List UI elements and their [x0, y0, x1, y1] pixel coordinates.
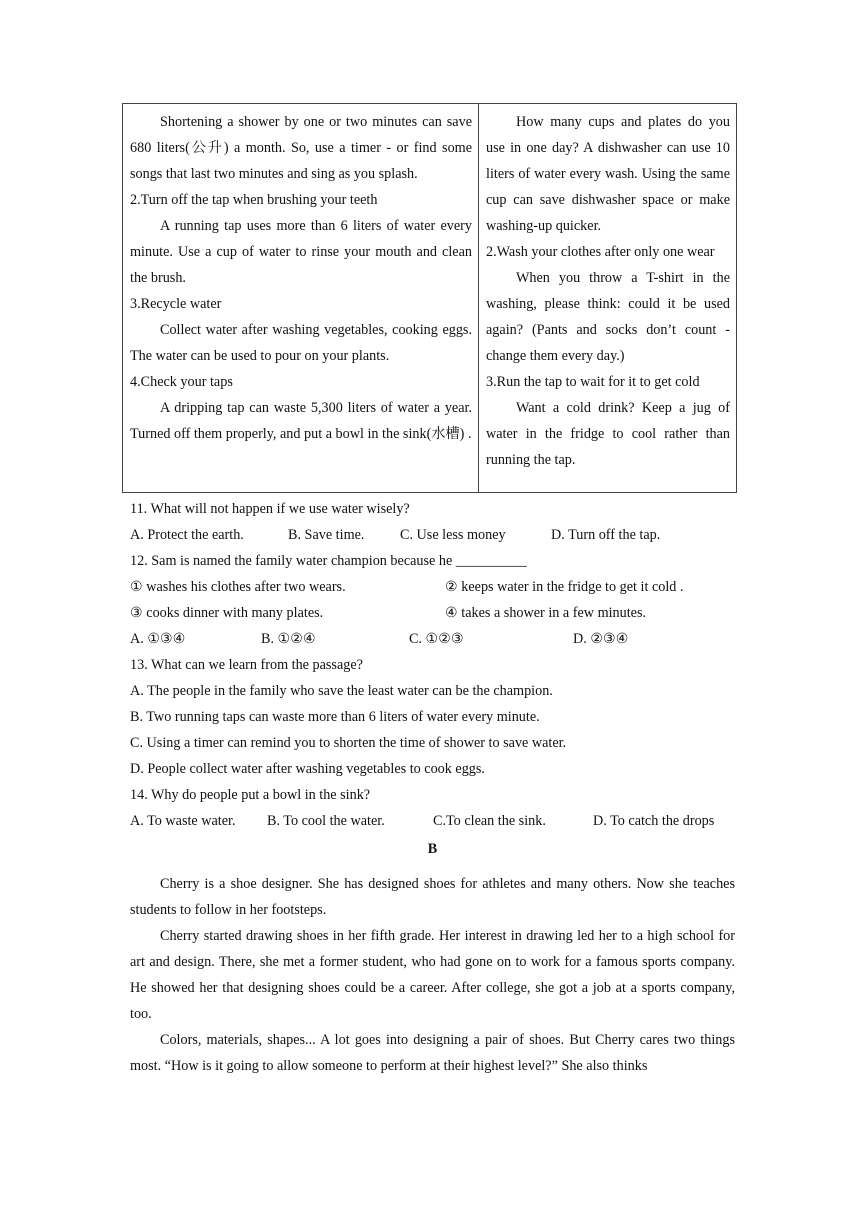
option-b: B. Save time. — [288, 527, 365, 543]
question-13-stem: 13. What can we learn from the passage? — [130, 657, 363, 673]
option-b: B. ①②④ — [261, 631, 316, 647]
tip-paragraph: When you throw a T-shirt in the washing, please think: could it be used again? (Pants and socks don’t count - change them every day.) — [486, 270, 730, 364]
option-b: B. To cool the water. — [267, 813, 385, 829]
tip-heading: 2.Turn off the tap when brushing your teeth — [130, 192, 378, 208]
question-14-stem: 14. Why do people put a bowl in the sink? — [130, 787, 371, 803]
question-11-options — [130, 522, 735, 548]
question-12-statements — [130, 574, 735, 600]
option-a: A. To waste water. — [130, 813, 236, 829]
question-12-stem: 12. Sam is named the family water champion because he __________ — [130, 553, 527, 569]
tip-paragraph: Shortening a shower by one or two minutes can save 680 liters(公升) a month. So, use a timer - or find some songs that last two minutes and sing as you splash. — [130, 114, 472, 182]
tip-heading: 4.Check your taps — [130, 374, 233, 390]
tips-right-column — [479, 104, 736, 492]
option-a: A. ①③④ — [130, 631, 186, 647]
statement-4: ④ takes a shower in a few minutes. — [445, 605, 647, 621]
question-14-options — [130, 808, 735, 834]
option-c: C. Use less money — [400, 527, 506, 543]
tip-paragraph: A running tap uses more than 6 liters of water every minute. Use a cup of water to rinse your mouth and clean the brush. — [130, 218, 472, 286]
tips-left-column — [123, 104, 479, 492]
passage-paragraph: Cherry is a shoe designer. She has designed shoes for athletes and many others. Now she teaches students to follow in her footsteps. — [130, 876, 735, 918]
option-d: D. To catch the drops — [593, 813, 715, 829]
tip-heading: 3.Recycle water — [130, 296, 222, 312]
option-c: C.To clean the sink. — [433, 813, 546, 829]
option-d: D. Turn off the tap. — [551, 527, 661, 543]
option-b: B. Two running taps can waste more than 6 liters of water every minute. — [130, 709, 540, 725]
question-12-options — [130, 626, 735, 652]
option-a: A. Protect the earth. — [130, 527, 244, 543]
tips-table — [122, 103, 737, 493]
option-c: C. ①②③ — [409, 631, 464, 647]
question-12-statements — [130, 600, 735, 626]
passage-paragraph: Colors, materials, shapes... A lot goes into designing a pair of shoes. But Cherry cares two things most. “How is it going to allow someone to perform at their highest level?” She also thinks — [130, 1032, 735, 1074]
tip-heading: 2.Wash your clothes after only one wear — [486, 244, 715, 260]
tip-paragraph: Collect water after washing vegetables, cooking eggs. The water can be used to pour on your plants. — [130, 322, 472, 364]
statement-2: ② keeps water in the fridge to get it cold . — [445, 579, 684, 595]
passage-b — [130, 871, 735, 1079]
tip-heading: 3.Run the tap to wait for it to get cold — [486, 374, 700, 390]
tip-paragraph: Want a cold drink? Keep a jug of water in the fridge to cool rather than running the tap. — [486, 400, 730, 468]
questions-block — [130, 496, 735, 834]
question-11-stem: 11. What will not happen if we use water wisely? — [130, 501, 410, 517]
option-d: D. People collect water after washing vegetables to cook eggs. — [130, 761, 485, 777]
option-d: D. ②③④ — [573, 631, 629, 647]
statement-1: ① washes his clothes after two wears. — [130, 579, 346, 595]
section-b-title: B — [427, 841, 438, 857]
statement-3: ③ cooks dinner with many plates. — [130, 605, 324, 621]
option-c: C. Using a timer can remind you to shorten the time of shower to save water. — [130, 735, 567, 751]
passage-paragraph: Cherry started drawing shoes in her fifth grade. Her interest in drawing led her to a high school for art and design. There, she met a former student, who had gone on to work for a famous sports company. He showed her that designing shoes could be a career. After college, she got a job at a sports company, too. — [130, 928, 735, 1022]
option-a: A. The people in the family who save the least water can be the champion. — [130, 683, 553, 699]
tip-paragraph: How many cups and plates do you use in one day? A dishwasher can use 10 liters of water every wash. Using the same cup can save dishwasher space or make washing-up quicker. — [486, 114, 730, 234]
tip-paragraph: A dripping tap can waste 5,300 liters of water a year. Turned off them properly, and put a bowl in the sink(水槽) . — [130, 400, 472, 442]
